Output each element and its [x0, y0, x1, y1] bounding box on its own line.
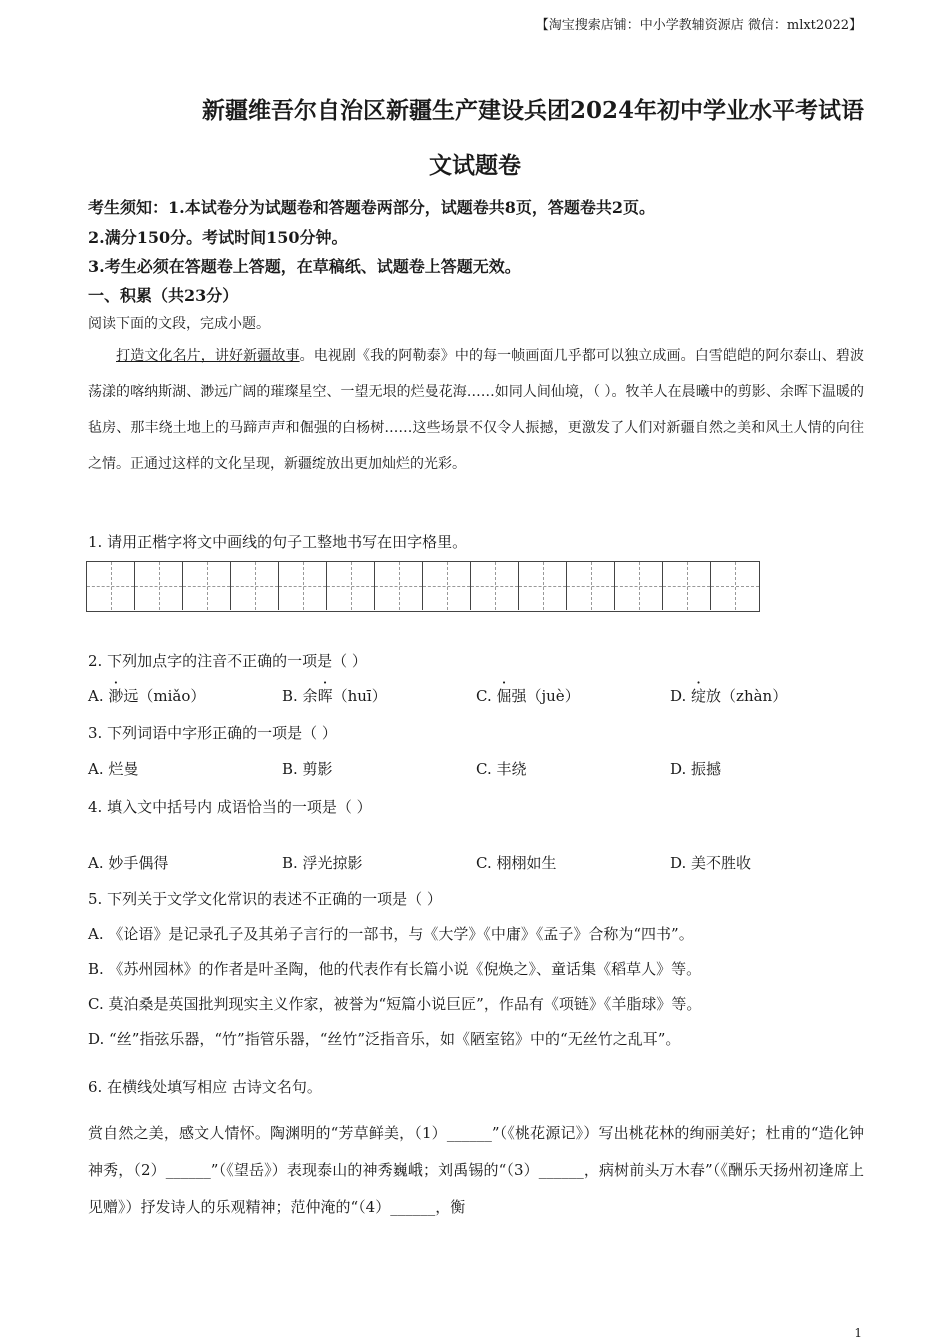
underlined-sentence: 打造文化名片，讲好新疆故事 — [116, 348, 300, 364]
grid-cell[interactable] — [375, 562, 423, 610]
header-note: 【淘宝搜索店铺：中小学教辅资源店 微信：mlxt2022】 — [535, 18, 862, 33]
grid-cell[interactable] — [231, 562, 279, 610]
question-2: 2. 下列加点字的注音不正确的一项是（ ） — [88, 652, 367, 670]
notice-line-1: 考生须知：1.本试卷分为试题卷和答题卷两部分，试题卷共8页，答题卷共2页。 — [88, 198, 655, 217]
grid-cell[interactable] — [423, 562, 471, 610]
question-3-options — [88, 758, 864, 779]
grid-cell[interactable] — [615, 562, 663, 610]
section-heading: 一、积累（共23分） — [88, 286, 239, 305]
grid-cell[interactable] — [183, 562, 231, 610]
grid-cell[interactable] — [87, 562, 135, 610]
dotted-char: 渺 — [200, 384, 215, 400]
option-a[interactable]: A. 《论语》是记录孔子及其弟子言行的一部书，与《大学》《中庸》《孟子》合称为“四书”。 — [88, 925, 694, 943]
option-c[interactable]: C. 倔强（juè） — [476, 687, 580, 705]
question-2-options — [88, 685, 864, 706]
dotted-char: 倔 — [299, 420, 314, 436]
question-4: 4. 填入文中括号内 成语恰当的一项是（ ） — [88, 798, 372, 816]
title-line-2: 文试题卷 — [429, 152, 521, 179]
grid-cell[interactable] — [135, 562, 183, 610]
notice-line-3: 3.考生必须在答题卷上答题，在草稿纸、试题卷上答题无效。 — [88, 257, 521, 276]
reading-instruction: 阅读下面的文段，完成小题。 — [88, 316, 270, 332]
option-b[interactable]: B. 余晖（huī） — [282, 687, 387, 705]
option-d[interactable]: D. 美不胜收 — [670, 854, 752, 872]
dotted-char: 绽 — [312, 456, 326, 472]
title-line-1: 新疆维吾尔自治区新疆生产建设兵团2024年初中学业水平考试语 — [201, 97, 864, 124]
grid-cell[interactable] — [327, 562, 375, 610]
question-6: 6. 在横线处填写相应 古诗文名句。 — [88, 1078, 322, 1096]
grid-cell[interactable] — [519, 562, 567, 610]
option-b[interactable]: B. 剪影 — [282, 760, 333, 778]
option-d[interactable]: D. 绽放（zhàn） — [670, 687, 788, 705]
option-c[interactable]: C. 莫泊桑是英国批判现实主义作家，被誉为“短篇小说巨匠”，作品有《项链》《羊脂球》等。 — [88, 995, 702, 1013]
option-a[interactable]: A. 妙手偶得 — [88, 854, 169, 872]
grid-cell[interactable] — [567, 562, 615, 610]
page-number: 1 — [854, 1326, 862, 1340]
option-d[interactable]: D. “丝”指弦乐器，“竹”指管乐器，“丝竹”泛指音乐，如《陋室铭》中的“无丝竹之乱耳”。 — [88, 1030, 681, 1048]
question-3: 3. 下列词语中字形正确的一项是（ ） — [88, 724, 337, 742]
grid-cell[interactable] — [663, 562, 711, 610]
question-1: 1. 请用正楷字将文中画线的句子工整地书写在田字格里。 — [88, 533, 468, 551]
notice-line-2: 2.满分150分。考试时间150分钟。 — [88, 228, 348, 247]
option-a[interactable]: A. 渺远（miǎo） — [88, 687, 206, 705]
dotted-char: 晖 — [793, 384, 808, 400]
option-d[interactable]: D. 振撼 — [670, 760, 722, 778]
question-5: 5. 下列关于文学文化常识的表述不正确的一项是（ ） — [88, 890, 442, 908]
grid-cell[interactable] — [711, 562, 759, 610]
option-b[interactable]: B. 《苏州园林》的作者是叶圣陶，他的代表作有长篇小说《倪焕之》、童话集《稻草人》等。 — [88, 960, 702, 978]
option-b[interactable]: B. 浮光掠影 — [282, 854, 363, 872]
grid-cell[interactable] — [279, 562, 327, 610]
option-c[interactable]: C. 丰绕 — [476, 760, 527, 778]
question-4-options — [88, 852, 864, 873]
poem-fill-text: 赏自然之美，感文人情怀。陶渊明的“芳草鲜美，（1）______”（《桃花源记》）写出桃花林的绚丽美好；杜甫的“造化钟神秀，（2）______”（《望岳》）表现泰山的神秀巍峨；刘禹锡的“（3）______，病树前头万木春”（《酬乐天扬州初逢席上见赠》）抒发诗人的乐观精神；范仲淹的“（4）______，衡 — [88, 1124, 864, 1216]
option-a[interactable]: A. 烂曼 — [88, 760, 139, 778]
grid-cell[interactable] — [471, 562, 519, 610]
reading-passage: 打造文化名片，讲好新疆故事。电视剧《我的阿勒泰》中的每一帧画面几乎都可以独立成画。白雪皑皑的阿尔泰山、碧波荡漾的喀纳斯湖、渺远广阔的璀璨星空、一望无垠的烂曼花海……如同人间仙境，（ ）。牧羊人在晨曦中的剪影、余晖下温暖的毡房、那丰绕土地上的马蹄声声和倔强的白杨树……这些场景不仅令人振撼，更激发了人们对新疆自然之美和风土人情的向往之情。正通过这样的文化呈现，新疆绽放出更加灿烂的光彩。 — [88, 348, 865, 472]
option-c[interactable]: C. 栩栩如生 — [476, 854, 557, 872]
writing-grid[interactable] — [86, 561, 760, 612]
